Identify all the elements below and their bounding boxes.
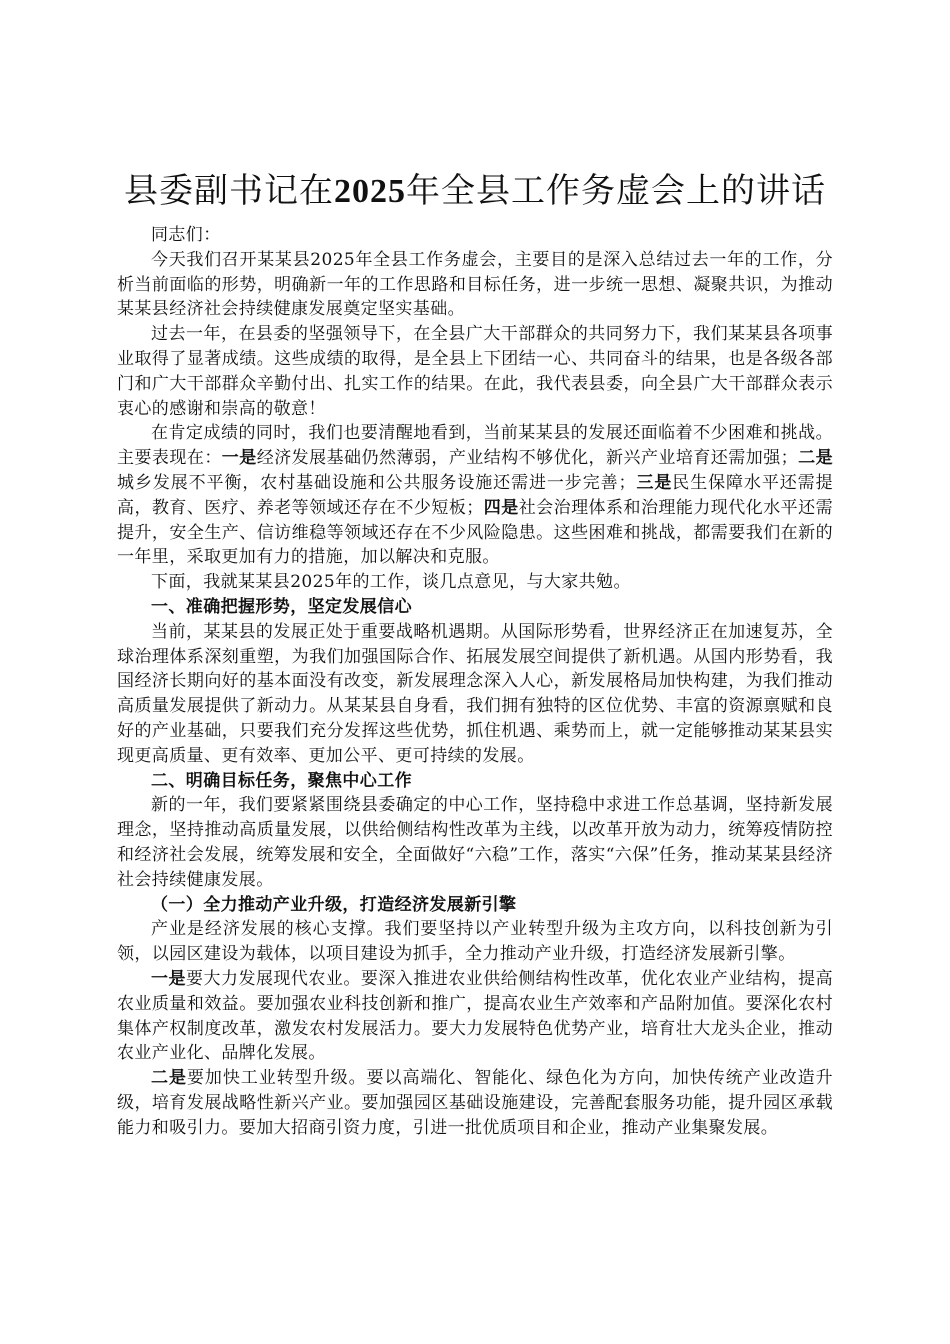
- paragraph: 新的一年，我们要紧紧围绕县委确定的中心工作，坚持稳中求进工作总基调，坚持新发展理念，坚持推动高质量发展，以供给侧结构性改革为主线，以改革开放为动力，统筹疫情防控和经济社会发展，统筹发展和安全，全面做好“六稳”工作，落实“六保”任务，推动某某县经济社会持续健康发展。: [117, 795, 833, 890]
- paragraph-text: 民生保障水平还需提高，教育、医疗、养老等领域还存在不少短板；: [117, 472, 833, 518]
- bold-keyword: 一是: [221, 448, 257, 469]
- title-year: 2025: [334, 173, 406, 210]
- section-heading: 二、明确目标任务，聚焦中心工作: [151, 770, 412, 791]
- paragraph: 当前，某某县的发展正处于重要战略机遇期。从国际形势看，世界经济正在加速复苏，全球治理体系深刻重塑，为我们加强国际合作、拓展发展空间提供了新机遇。从国内形势看，我国经济长期向好的基本面没有改变，新发展理念深入人心，新发展格局加快构建，为我们推动高质量发展提供了新动力。从某某县自身看，我们拥有独特的区位优势、丰富的资源禀赋和良好的产业基础，只要我们充分发挥这些优势，抓住机遇、乘势而上，就一定能够推动某某县实现更高质量、更有效率、更加公平、更可持续的发展。: [117, 621, 833, 766]
- subsection-heading: （一）全力推动产业升级，打造经济发展新引擎: [151, 894, 517, 915]
- paragraph: 今天我们召开某某县2025年全县工作务虚会，主要目的是深入总结过去一年的工作，分析当前面临的形势，明确新一年的工作思路和目标任务，进一步统一思想、凝聚共识，为推动某某县经济社会持续健康发展奠定坚实基础。: [117, 249, 833, 320]
- paragraph: 产业是经济发展的核心支撑。我们要坚持以产业转型升级为主攻方向，以科技创新为引领，以园区建设为载体，以项目建设为抓手，全力推动产业升级，打造经济发展新引擎。: [117, 919, 833, 965]
- paragraph-text: 要加快工业转型升级。要以高端化、智能化、绿色化为方向，加快传统产业改造升级，培育发展战略性新兴产业。要加强园区基础设施建设，完善配套服务功能，提升园区承载能力和吸引力。要加大招商引资力度，引进一批优质项目和企业，推动产业集聚发展。: [117, 1068, 833, 1138]
- section-heading: 一、准确把握形势，坚定发展信心: [151, 596, 412, 617]
- paragraph-challenges: [117, 421, 833, 570]
- document-title: [117, 168, 833, 215]
- paragraph-text: 要大力发展现代农业。要深入推进农业供给侧结构性改革，优化农业产业结构，提高农业质量和效益。要加强农业科技创新和推广，提高农业生产效率和产品附加值。要深化农村集体产权制度改革，激发农村发展活力。要大力发展特色优势产业，培育壮大龙头企业，推动农业产业化、品牌化发展。: [117, 968, 833, 1064]
- bold-keyword: 二是: [798, 448, 833, 469]
- title-part: 年全县工作务虚会上的讲话: [406, 171, 826, 211]
- title-part: 县委副书记在: [124, 171, 334, 211]
- paragraph-agriculture: [117, 967, 833, 1066]
- document-page: [117, 168, 833, 1140]
- paragraph-industry: [117, 1066, 833, 1140]
- bold-keyword: 三是: [635, 472, 673, 493]
- paragraph-text: 经济发展基础仍然薄弱，产业结构不够优化，新兴产业培育还需加强；: [256, 448, 799, 469]
- bold-keyword: 一是: [151, 968, 186, 989]
- bold-keyword: 四是: [483, 497, 519, 518]
- bold-keyword: 二是: [151, 1068, 187, 1089]
- greeting: 同志们：: [151, 225, 221, 245]
- paragraph: 过去一年，在县委的坚强领导下，在全县广大干部群众的共同努力下，我们某某县各项事业取得了显著成绩。这些成绩的取得，是全县上下团结一心、共同奋斗的结果，也是各级各部门和广大干部群众辛勤付出、扎实工作的结果。在此，我代表县委，向全县广大干部群众表示衷心的感谢和崇高的敬意！: [117, 324, 833, 419]
- paragraph-text: 城乡发展不平衡，农村基础设施和公共服务设施还需进一步完善；: [117, 472, 636, 493]
- paragraph-text: 在肯定成绩的同时，我们也要清醒地看到，当前某某县的发展还面临着不少困难和挑战。主要表现在：: [117, 423, 833, 469]
- paragraph-text: 社会治理体系和治理能力现代化水平还需提升，安全生产、信访维稳等领域还存在不少风险隐患。这些困难和挑战，都需要我们在新的一年里，采取更加有力的措施，加以解决和克服。: [117, 497, 833, 568]
- paragraph: 下面，我就某某县2025年的工作，谈几点意见，与大家共勉。: [151, 572, 631, 593]
